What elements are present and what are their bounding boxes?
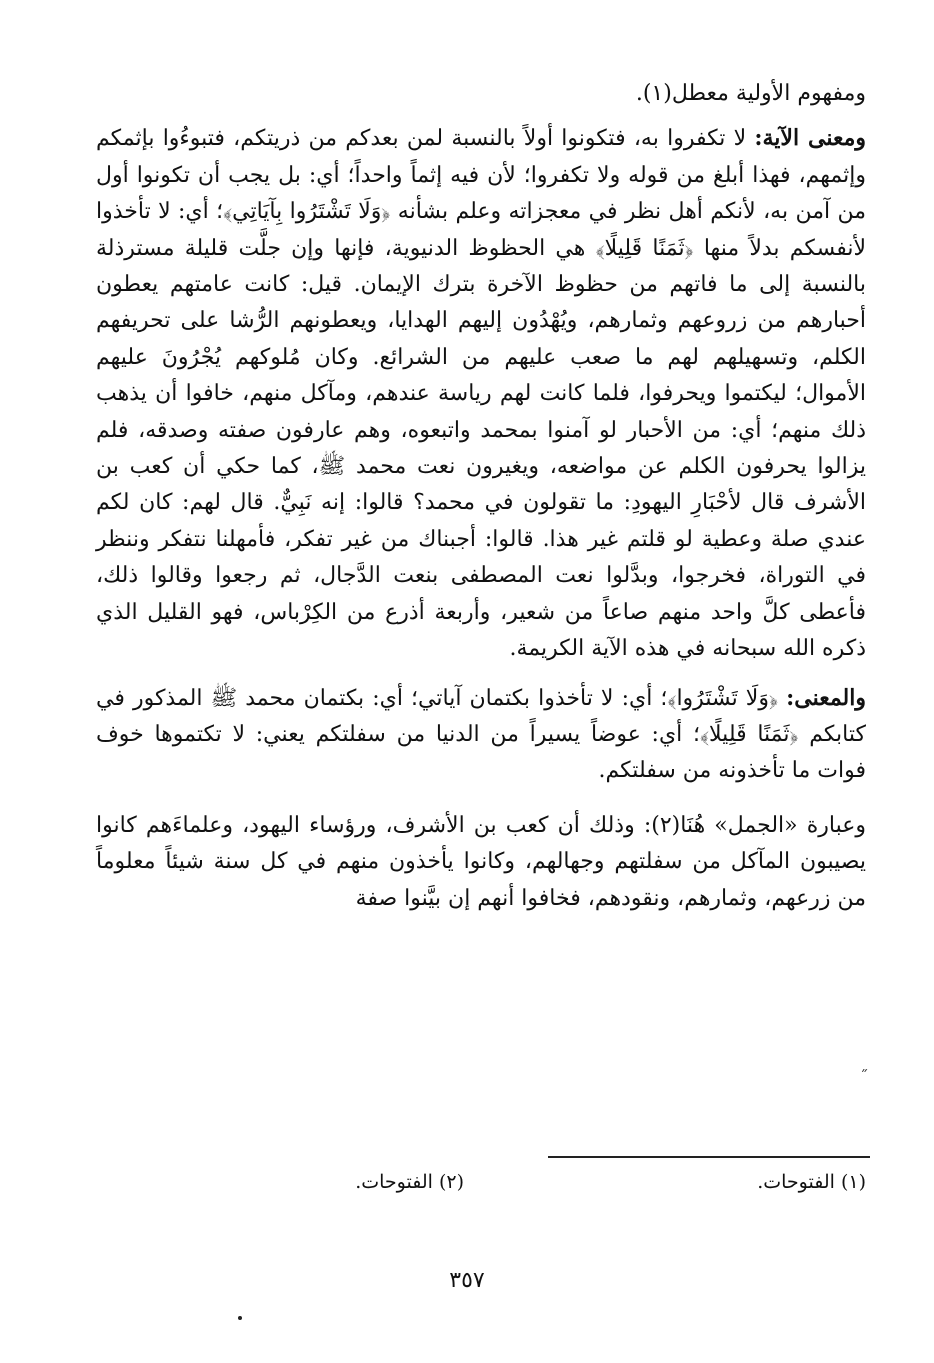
paragraph-3 bbox=[96, 680, 866, 790]
paragraph-1-text: ومفهوم الأولية معطل(١). bbox=[635, 81, 866, 106]
paragraph-2-text: لا تكفروا به، فتكونوا أولاً بالنسبة لمن بعدكم من ذريتكم، فتبوءُوا بإثمكم وإثمهم، فهذا أبلغ من قوله ولا تكفروا؛ لأن فيه إثماً واحداً؛ أي: بل يجب أن تكونوا أول من آمن به، لأنكم أهل نظر في معجزاته وعلم بشأنه ﴿وَلَا تَشْتَرُوا بِآيَاتِي﴾؛ أي: لا تأخذوا لأنفسكم بدلاً منها ﴿ثَمَنًا قَلِيلًا﴾ هي الحظوظ الدنيوية، فإنها وإن جلَّت قليلة مسترذلة بالنسبة إلى ما فاتهم من حظوظ الآخرة بترك الإيمان. قيل: كانت عامتهم يعطون أحبارهم من زروعهم وثمارهم، ويُهْدُون إليهم الهدايا، ويعطونهم الرُّشا على تحريفهم الكلم، وتسهيلهم لهم ما صعب عليهم من الشرائع. وكان مُلوكهم يُجْرُونَ عليهم الأموال؛ ليكتموا ويحرفوا، فلما كانت لهم رياسة عندهم، ومآكل منهم، خافوا أن يذهب ذلك منهم؛ أي: من الأحبار لو آمنوا بمحمد واتبعوه، وهم عارفون صفته وصدقه، فلم يزالوا يحرفون الكلم عن مواضعه، ويغيرون نعت محمد ﷺ، كما حكي أن كعب بن الأشرف قال لأحْبَارِ اليهودِ: ما تقولون في محمد؟ قالوا: إنه نَبِيٌّ. قال لهم: كان لكم عندي صلة وعطية لو قلتم غير هذا. قالوا: أجبناك من غير تفكر، فأمهلنا نتفكر وننظر في التوراة، فخرجوا، وبدَّلوا نعت المصطفى بنعت الدَّجال، ثم رجعوا وقالوا ذلك، فأعطى كلَّ واحد منهم صاعاً من شعير، وأربعة أذرع من الكِرْباس، فهو القليل الذي ذكره الله سبحانه في هذه الآية الكريمة. bbox=[96, 126, 867, 662]
ink-dot bbox=[238, 1316, 242, 1320]
paragraph-3-text: ﴿وَلَا تَشْتَرُوا﴾؛ أي: لا تأخذوا بكتمان آياتي؛ أي: بكتمان محمد ﷺ المذكور في كتابكم ﴿ثَمَنًا قَلِيلًا﴾؛ أي: عوضاً يسيراً من الدنيا من سفلتكم يعني: لا تكتموها خوف فوات ما تأخذونه من سفلتكم. bbox=[96, 685, 866, 784]
paragraph-1 bbox=[96, 76, 866, 112]
paragraph-2-lead: ومعنى الآية: bbox=[754, 125, 866, 152]
footnote-1: (١) الفتوحات. bbox=[757, 1171, 866, 1193]
paragraph-2 bbox=[96, 120, 866, 667]
footnote-2: (٢) الفتوحات. bbox=[355, 1171, 464, 1193]
stray-mark: ˝ bbox=[860, 1067, 868, 1086]
paragraph-4 bbox=[96, 808, 866, 917]
page-body bbox=[96, 70, 866, 917]
paragraph-4-text: وعبارة «الجمل» هُنَا(٢): وذلك أن كعب بن الأشرف، ورؤساء اليهود، وعلماءَهم كانوا يصيبون المآكل من سفلتهم وجهالهم، وكانوا يأخذون منهم في كل سنة شيئاً معلوماً من زرعهم، وثمارهم، ونقودهم، فخافوا أنهم إن بيَّنوا صفة bbox=[96, 812, 866, 911]
page-number: ٣٥٧ bbox=[449, 1268, 485, 1293]
paragraph-3-lead: والمعنى: bbox=[786, 684, 866, 711]
footnote-divider bbox=[548, 1156, 870, 1158]
